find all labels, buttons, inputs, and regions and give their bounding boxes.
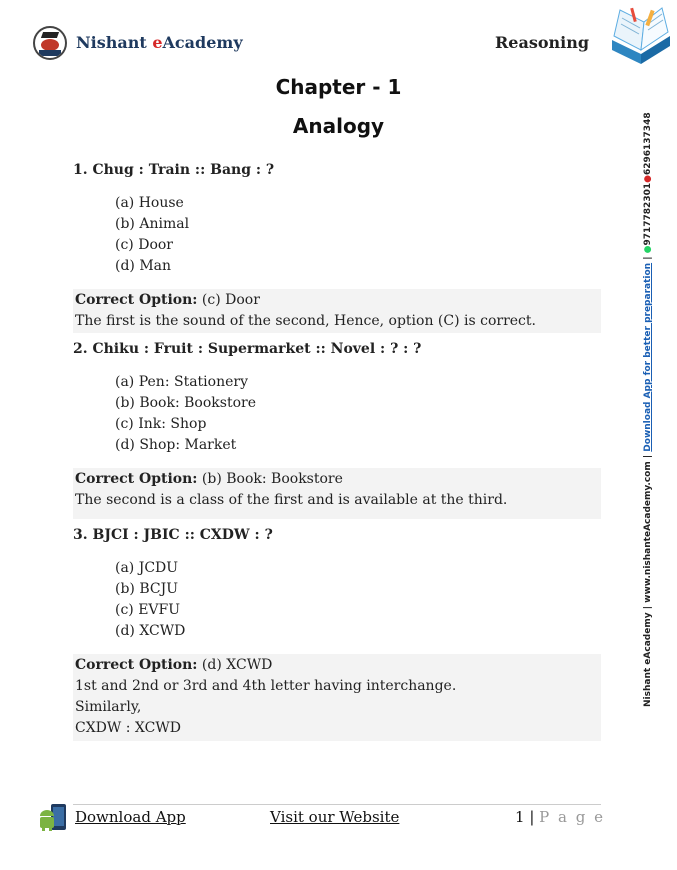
answer-label: Correct Option: — [75, 471, 198, 487]
option-item: (b) Book: Bookstore — [115, 395, 256, 411]
option-item: (a) House — [115, 195, 184, 211]
option-item: (d) Man — [115, 258, 172, 274]
whatsapp-icon: ● — [643, 245, 653, 254]
question-text: 3. BJCI : JBIC :: CXDW : ? — [73, 527, 273, 543]
footer-divider — [73, 804, 601, 805]
question-block-1 — [73, 160, 601, 333]
sidebar-phone-2: 6296137348 — [643, 112, 653, 176]
options-list — [115, 558, 601, 642]
option-item: (d) Shop: Market — [115, 437, 237, 453]
option-item: (a) JCDU — [115, 560, 179, 576]
open-book-icon — [608, 6, 674, 68]
option-item: (c) Door — [115, 237, 173, 253]
topic-title: Analogy — [292, 114, 385, 138]
explanation-line: The second is a class of the first and is available at the third. — [75, 492, 508, 508]
question-block-2 — [73, 339, 601, 519]
brand-name: Nishant eAcademy — [76, 33, 243, 52]
options-list — [115, 372, 601, 456]
question-text: 1. Chug : Train :: Bang : ? — [73, 162, 275, 178]
sidebar-website[interactable]: www.nishanteAcademy.com — [643, 461, 653, 603]
chapter-title: Chapter - 1 — [275, 75, 402, 99]
explanation-line: CXDW : XCWD — [75, 720, 181, 736]
answer-value: (d) XCWD — [197, 657, 273, 673]
question-text: 2. Chiku : Fruit : Supermarket :: Novel : ? : ? — [73, 341, 422, 357]
phone-icon: ● — [643, 175, 653, 183]
answer-value: (c) Door — [197, 292, 260, 308]
option-item: (a) Pen: Stationery — [115, 374, 248, 390]
explanation-line: Similarly, — [75, 699, 142, 715]
sidebar-text: Nishant eAcademy | www.nishanteAcademy.com | Download App for better preparation | ●9717782301●6296137348 — [643, 112, 653, 707]
subject-title: Reasoning — [495, 33, 590, 52]
answer-box — [73, 654, 601, 741]
download-app-link[interactable]: Download App — [75, 808, 186, 826]
answer-value: (b) Book: Bookstore — [197, 471, 343, 487]
explanation-line: 1st and 2nd or 3rd and 4th letter having interchange. — [75, 678, 457, 694]
academy-logo — [33, 26, 67, 60]
option-item: (d) XCWD — [115, 623, 186, 639]
sidebar-download-link[interactable]: Download App for better preparation — [643, 262, 653, 452]
option-item: (c) EVFU — [115, 602, 181, 618]
option-item: (b) Animal — [115, 216, 190, 232]
answer-label: Correct Option: — [75, 292, 198, 308]
answer-box — [73, 289, 601, 333]
answer-box — [73, 468, 601, 519]
sidebar-phone: 9717782301 — [643, 182, 653, 246]
vertical-sidebar — [641, 112, 655, 707]
page-number: 1 | P a g e — [515, 808, 605, 826]
android-phone-icon — [37, 802, 71, 832]
options-list — [115, 193, 601, 277]
questions-list — [73, 160, 601, 747]
answer-label: Correct Option: — [75, 657, 198, 673]
page-header — [0, 0, 677, 78]
option-item: (c) Ink: Shop — [115, 416, 207, 432]
explanation-line: The first is the sound of the second, Hence, option (C) is correct. — [75, 313, 536, 329]
visit-website-link[interactable]: Visit our Website — [270, 808, 400, 826]
question-block-3 — [73, 525, 601, 741]
option-item: (b) BCJU — [115, 581, 179, 597]
sidebar-brand: Nishant eAcademy — [643, 612, 653, 707]
